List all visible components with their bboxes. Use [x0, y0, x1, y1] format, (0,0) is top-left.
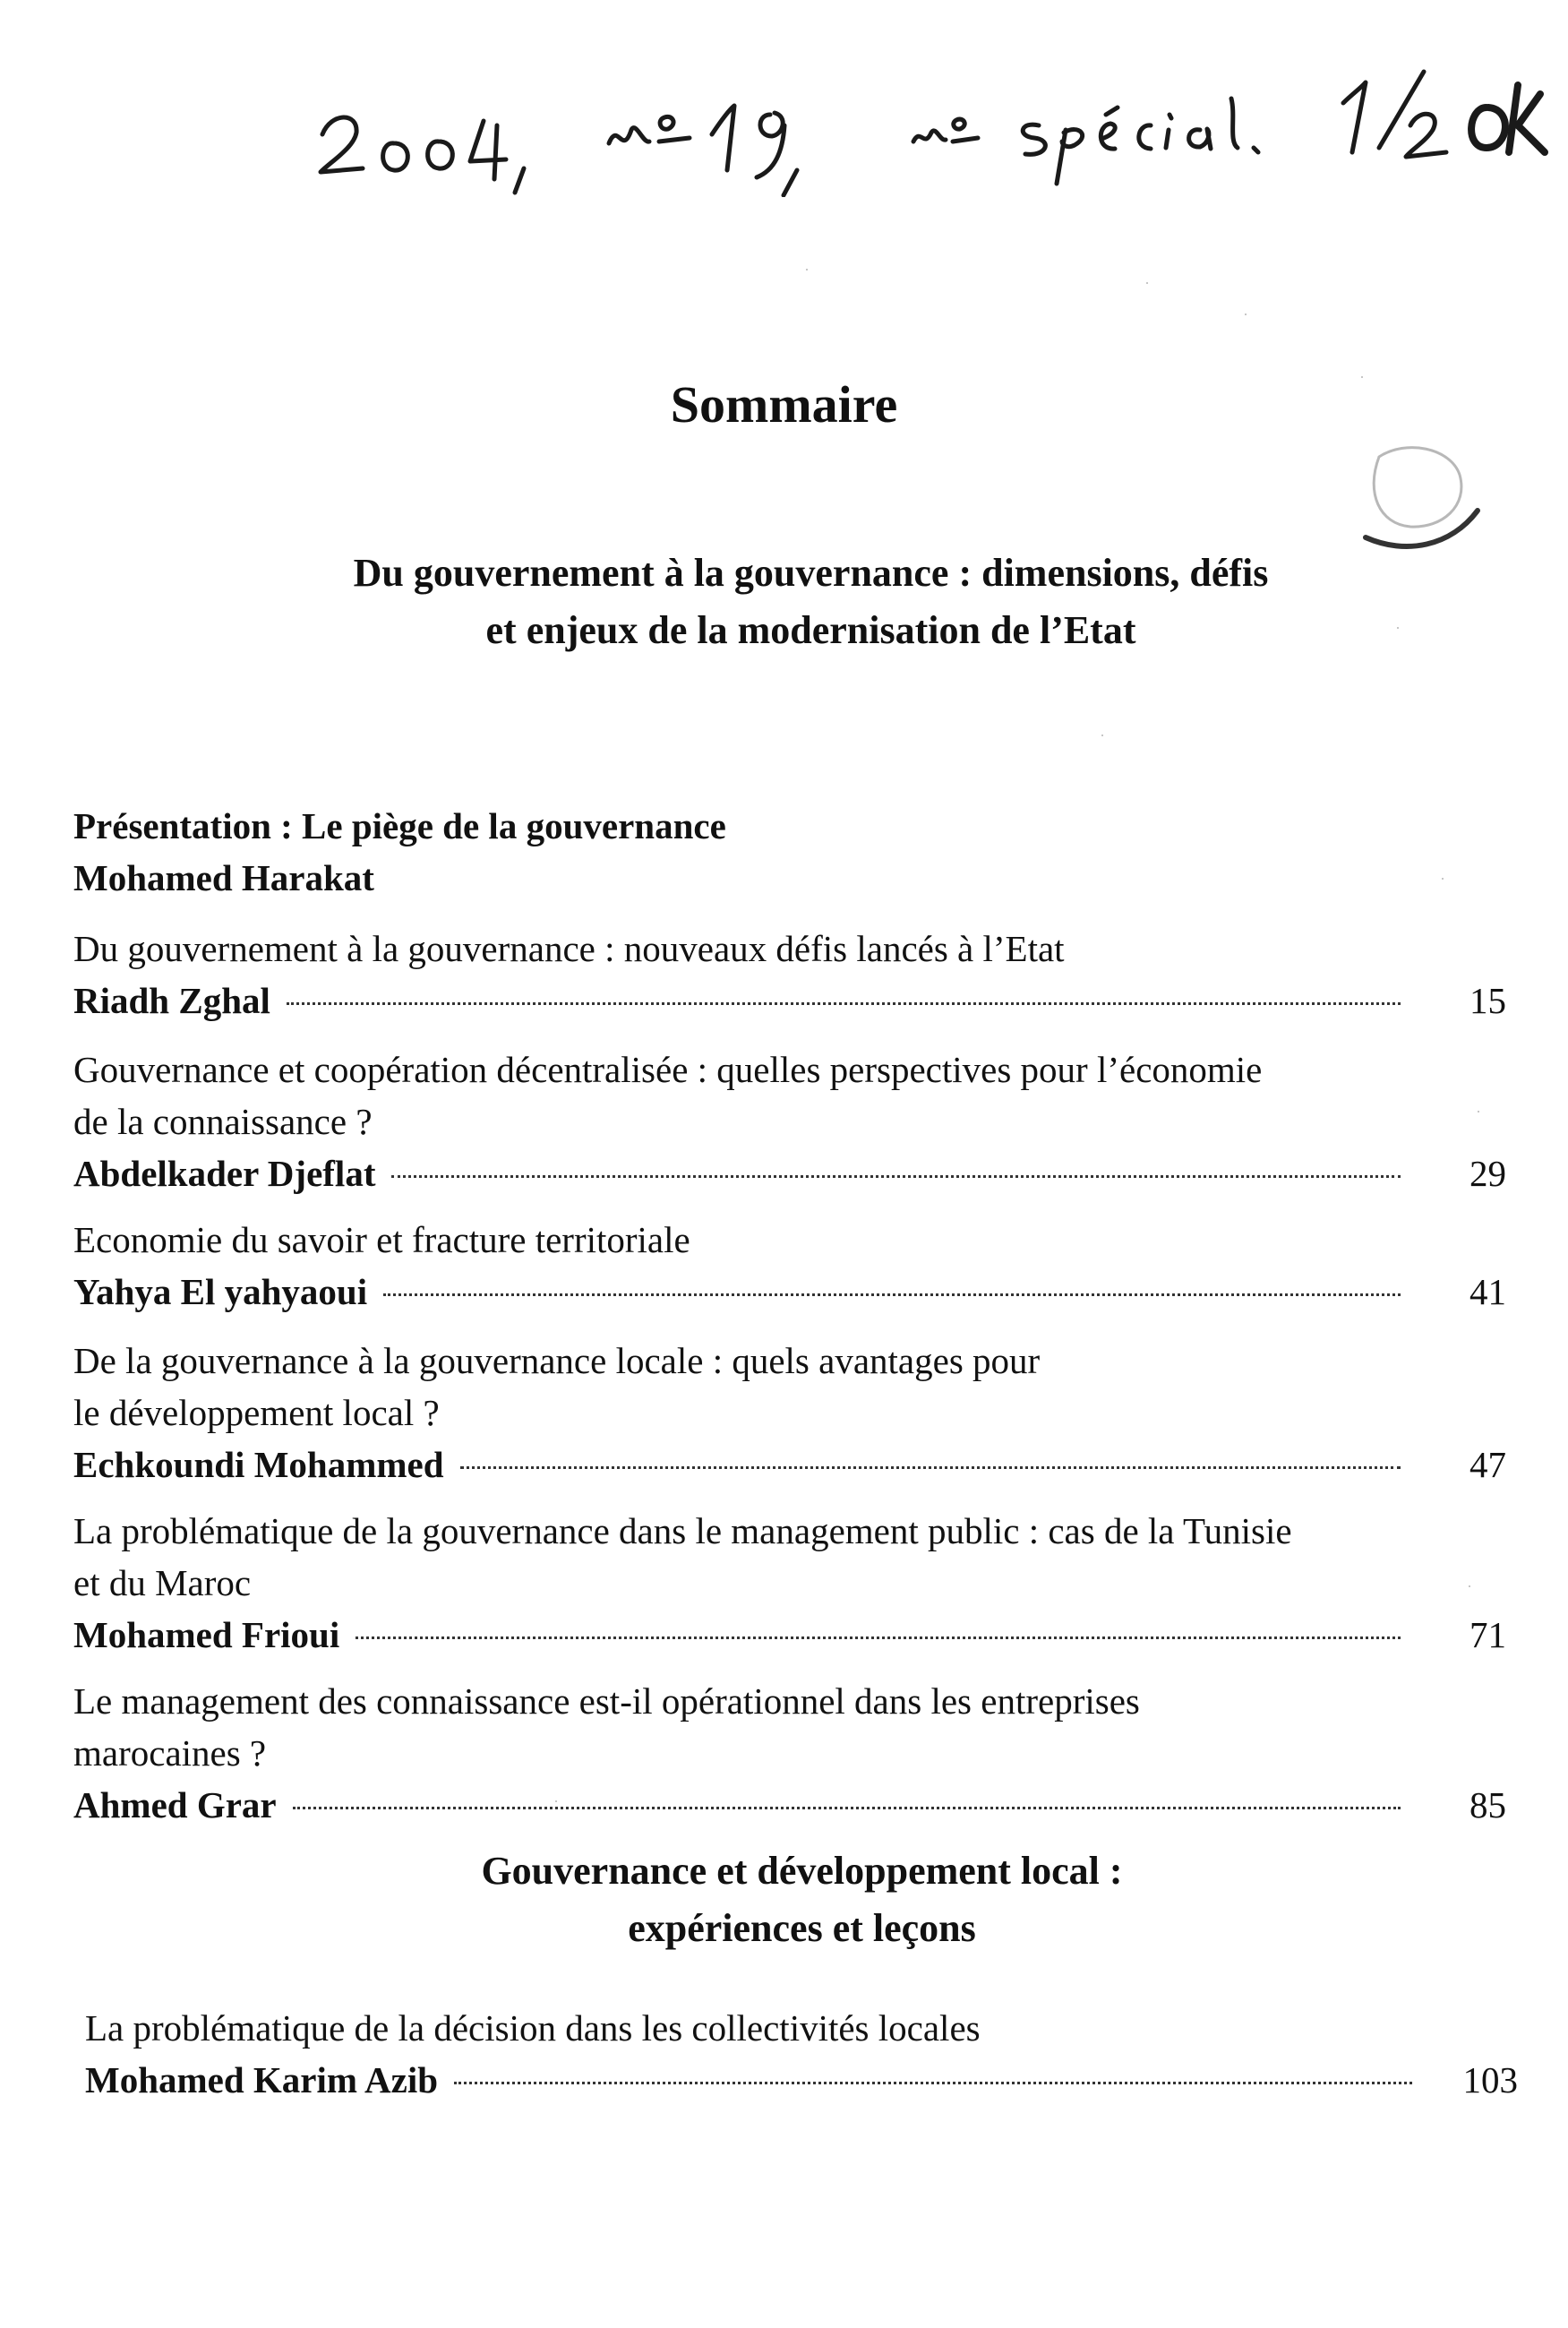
- dot-leader: [383, 1293, 1401, 1296]
- article-title: Economie du savoir et fracture territoriale: [73, 1219, 690, 1260]
- handwritten-annotation: [269, 36, 1558, 197]
- section-heading-line: expériences et leçons: [628, 1906, 976, 1950]
- author-row: [85, 2054, 1518, 2106]
- presentation-entry: [73, 800, 726, 904]
- dot-leader: [454, 2082, 1412, 2084]
- article-author: Ahmed Grar: [73, 1784, 277, 1825]
- page-number: 85: [1469, 1784, 1506, 1825]
- section-heading-line: Du gouvernement à la gouvernance : dimensions, défis: [353, 551, 1269, 595]
- scan-speck: [1101, 734, 1103, 736]
- article-author: Abdelkader Djeflat: [73, 1153, 376, 1194]
- toc-entry: [73, 1335, 1506, 1490]
- dot-leader: [460, 1466, 1401, 1469]
- section-heading-line: et enjeux de la modernisation de l’Etat: [485, 608, 1136, 652]
- article-author: Echkoundi Mohammed: [73, 1444, 444, 1485]
- article-title: La problématique de la gouvernance dans le management public : cas de la Tunisie: [73, 1510, 1292, 1551]
- section-heading-1: [27, 545, 1568, 659]
- article-author: Mohamed Frioui: [73, 1614, 340, 1655]
- article-title: De la gouvernance à la gouvernance locale : quels avantages pour: [73, 1340, 1041, 1381]
- author-row: [73, 975, 1506, 1027]
- author-row: [73, 1779, 1506, 1831]
- article-title: marocaines ?: [73, 1732, 267, 1774]
- scan-speck: [1245, 314, 1247, 315]
- scan-speck: [1146, 282, 1148, 284]
- dot-leader: [287, 1002, 1401, 1005]
- page-number: 15: [1469, 980, 1506, 1021]
- dot-leader: [356, 1636, 1401, 1639]
- article-title: Gouvernance et coopération décentralisée : quelles perspectives pour l’économie: [73, 1049, 1263, 1090]
- article-author: Riadh Zghal: [73, 980, 270, 1021]
- page-number: 41: [1469, 1271, 1506, 1312]
- scan-speck: [806, 269, 808, 271]
- article-title: La problématique de la décision dans les collectivités locales: [85, 2007, 981, 2049]
- section-heading-line: Gouvernance et développement local :: [481, 1849, 1123, 1893]
- page-number: 29: [1469, 1153, 1506, 1194]
- author-row: [73, 1609, 1506, 1661]
- article-title: de la connaissance ?: [73, 1101, 373, 1142]
- author-row: [73, 1147, 1506, 1199]
- page-number: 47: [1469, 1444, 1506, 1485]
- article-author: Mohamed Karim Azib: [85, 2059, 439, 2100]
- author-row: [73, 1266, 1506, 1318]
- presentation-title: Présentation : Le piège de la gouvernance: [73, 805, 726, 846]
- presentation-author: Mohamed Harakat: [73, 857, 374, 898]
- toc-entry: [73, 1675, 1506, 1831]
- toc-entry: [73, 1214, 1506, 1318]
- page-title: Sommaire: [670, 375, 898, 434]
- page-number: 71: [1469, 1614, 1506, 1655]
- article-title: Du gouvernement à la gouvernance : nouveaux défis lancés à l’Etat: [73, 928, 1065, 969]
- toc-entry: [73, 1044, 1506, 1199]
- scan-speck: [1442, 878, 1444, 880]
- toc-entry: [73, 923, 1506, 1027]
- article-title: le développement local ?: [73, 1392, 440, 1433]
- page-number: 103: [1462, 2059, 1518, 2100]
- toc-entry: [85, 2002, 1518, 2106]
- dot-leader: [391, 1175, 1401, 1178]
- toc-entry: [73, 1505, 1506, 1661]
- author-row: [73, 1439, 1506, 1490]
- article-title: et du Maroc: [73, 1562, 252, 1603]
- article-author: Yahya El yahyaoui: [73, 1271, 368, 1312]
- dot-leader: [293, 1807, 1401, 1809]
- article-title: Le management des connaissance est-il opérationnel dans les entreprises: [73, 1680, 1140, 1722]
- section-heading-2: [18, 1843, 1568, 1957]
